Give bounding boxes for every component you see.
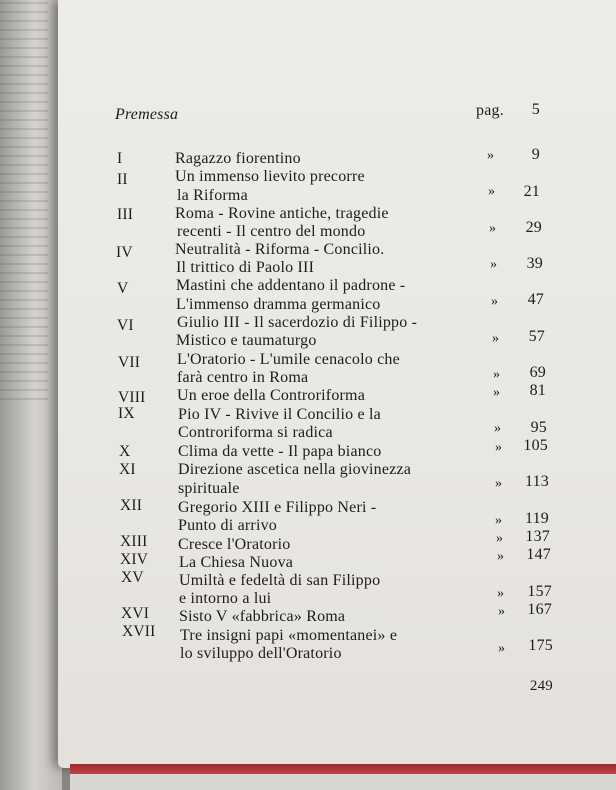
chapter-arrow: » [492, 331, 500, 346]
chapter-number: I [117, 150, 123, 167]
chapter-title-line: L'Oratorio - L'umile cenacolo che [177, 351, 400, 368]
chapter-number: XIII [120, 533, 148, 550]
chapter-number: XVI [121, 605, 150, 622]
preface-page-number: 5 [531, 101, 540, 118]
chapter-number: III [117, 206, 134, 223]
chapter-title-line: farà centro in Roma [177, 369, 309, 386]
chapter-number: IX [118, 405, 135, 422]
chapter-title-line: Un eroe della Controriforma [177, 387, 366, 404]
chapter-arrow: » [495, 476, 503, 491]
chapter-number: XII [120, 497, 143, 514]
chapter-title-line: Tre insigni papi «momentanei» e [180, 627, 398, 644]
chapter-title-line: Ragazzo fiorentino [175, 150, 301, 167]
chapter-number: II [117, 171, 128, 188]
chapter-arrow: » [497, 549, 505, 564]
chapter-arrow: » [488, 184, 496, 199]
chapter-title-line: Giulio III - Il sacerdozio di Filippo - [177, 314, 418, 331]
chapter-arrow: » [495, 513, 503, 528]
chapter-title-line: L'immenso dramma germanico [176, 296, 381, 313]
chapter-title-line: Roma - Rovine antiche, tragedie [175, 205, 389, 222]
chapter-title-line: spirituale [178, 480, 240, 497]
chapter-page-number: 47 [527, 291, 544, 308]
chapter-title-line: e intorno a lui [179, 590, 272, 607]
chapter-title-line: Pio IV - Rivive il Concilio e la [178, 406, 381, 423]
chapter-arrow: » [493, 367, 501, 382]
chapter-title-line: La Chiesa Nuova [179, 554, 294, 571]
chapter-page-number: 21 [523, 183, 540, 200]
chapter-title-line: Umiltà e fedeltà di san Filippo [179, 572, 381, 589]
chapter-title-line: Gregorio XIII e Filippo Neri - [178, 499, 377, 516]
chapter-title-line: lo sviluppo dell'Oratorio [180, 645, 342, 662]
chapter-page-number: 81 [529, 382, 546, 399]
preface-label: Premessa [115, 106, 179, 123]
chapter-title-line: Cresce l'Oratorio [178, 536, 291, 553]
chapter-page-number: 119 [524, 510, 549, 527]
chapter-arrow: » [491, 294, 499, 309]
chapter-arrow: » [494, 421, 502, 436]
chapter-arrow: » [497, 586, 505, 601]
chapter-title-line: recenti - Il centro del mondo [177, 223, 366, 240]
chapter-number: VIII [118, 389, 146, 406]
chapter-number: XVII [122, 623, 156, 640]
chapter-title-line: Sisto V «fabbrica» Roma [179, 608, 346, 625]
chapter-arrow: » [496, 531, 504, 546]
preface-pag-label: pag. [476, 102, 504, 119]
chapter-page-number: 157 [527, 583, 552, 600]
chapter-arrow: » [498, 641, 506, 656]
chapter-number: XI [119, 461, 136, 478]
chapter-arrow: » [495, 440, 503, 455]
chapter-page-number: 69 [529, 364, 546, 381]
chapter-page-number: 113 [524, 473, 549, 490]
chapter-page-number: 175 [528, 637, 553, 654]
chapter-arrow: » [490, 257, 498, 272]
chapter-page-number: 29 [525, 219, 542, 236]
chapter-page-number: 39 [526, 255, 543, 272]
chapter-number: IV [116, 244, 133, 261]
chapter-number: XIV [120, 551, 149, 568]
chapter-page-number: 137 [525, 528, 550, 545]
chapter-number: VI [117, 317, 134, 334]
chapter-number: X [119, 443, 131, 460]
chapter-title-line: la Riforma [177, 187, 248, 204]
chapter-title-line: Il trittico di Paolo III [176, 259, 315, 276]
chapter-title-line: Direzione ascetica nella giovinezza [178, 461, 412, 478]
chapter-arrow: » [489, 221, 497, 236]
chapter-title-line: Un immenso lievito precorre [175, 168, 365, 185]
chapter-title-line: Controriforma si radica [178, 424, 333, 441]
chapter-number: XV [121, 569, 144, 586]
chapter-title-line: Punto di arrivo [178, 517, 277, 534]
page-folio: 249 [529, 678, 553, 694]
chapter-title-line: Clima da vette - Il papa bianco [178, 443, 382, 460]
chapter-page-number: 9 [531, 146, 540, 163]
chapter-number: VII [118, 354, 141, 371]
chapter-page-number: 167 [527, 601, 552, 618]
chapter-arrow: » [493, 385, 501, 400]
chapter-arrow: » [487, 148, 495, 163]
chapter-page-number: 57 [528, 328, 545, 345]
chapter-title-line: Mastini che addentano il padrone - [176, 277, 406, 294]
chapter-page-number: 147 [526, 546, 551, 563]
chapter-page-number: 95 [530, 419, 547, 436]
chapter-title-line: Mistico e taumaturgo [176, 332, 317, 349]
chapter-arrow: » [498, 604, 506, 619]
chapter-page-number: 105 [523, 437, 548, 454]
chapter-title-line: Neutralità - Riforma - Concilio. [175, 241, 385, 258]
chapter-number: V [117, 280, 129, 297]
